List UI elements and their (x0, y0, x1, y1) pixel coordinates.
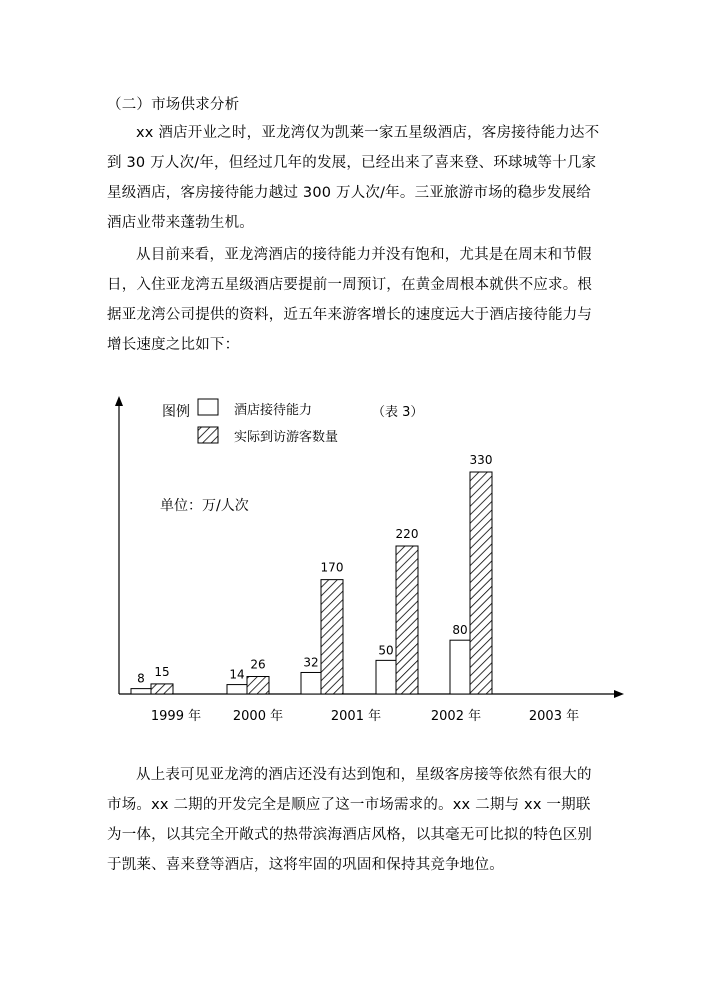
bar-visitors-3 (396, 546, 418, 694)
category-labels-group (151, 708, 579, 724)
paragraph-3-text: 从上表可见亚龙湾的酒店还没有达到饱和，星级客房接等依然有很大的市场。xx 二期的开发完全是顺应了这一市场需求的。xx 二期与 xx 一期联为一体，以其完全开敞式的热带滨海酒店风格，以其毫无可比拟的特色区别于凯莱、喜来登等酒店，这将牢固的巩固和保持其竞争地位。 (107, 767, 593, 873)
category-label-3: 2002 年 (430, 709, 482, 724)
category-label-1: 2000 年 (232, 709, 284, 724)
y-axis-arrow (115, 396, 123, 406)
category-label-0: 1999 年 (150, 709, 202, 724)
value-label-visitors-0: 15 (154, 664, 170, 679)
chart-title: （表 3） (372, 405, 424, 420)
category-label-4: 2003 年 (528, 709, 580, 724)
value-label-visitors-4: 330 (469, 453, 493, 467)
value-label-capacity-4: 80 (452, 623, 468, 638)
paragraph-2-text: 从目前来看，亚龙湾酒店的接待能力并没有饱和，尤其是在周末和节假日，入住亚龙湾五星级酒店要提前一周预订，在黄金周根本就供不应求。根据亚龙湾公司提供的资料，近五年来游客增长的速度远大于酒店接待能力与增长速度之比如下： (107, 247, 593, 353)
bar-capacity-2 (301, 672, 321, 694)
value-label-visitors-1: 26 (250, 657, 266, 672)
value-label-visitors-3: 220 (395, 527, 419, 541)
bar-capacity-4 (450, 640, 470, 694)
legend-swatch-hatched (198, 427, 218, 443)
bar-capacity-3 (376, 660, 396, 694)
bar-visitors-4 (470, 472, 492, 694)
value-labels-group (137, 453, 492, 686)
value-label-capacity-2: 32 (303, 655, 319, 670)
paragraph-3 (107, 760, 602, 880)
category-label-2: 2001 年 (330, 709, 382, 724)
paragraph-1-text: xx 酒店开业之时，亚龙湾仅为凯莱一家五星级酒店，客房接待能力达不到 30 万人次/年，但经过几年的发展，已经出来了喜来登、环球城等十几家星级酒店，客房接待能力越过 300 万人次/年。三亚旅游市场的稳步发展给酒店业带来蓬勃生机。 (107, 125, 600, 231)
legend-label-capacity: 酒店接待能力 (234, 403, 313, 418)
bar-visitors-2 (321, 580, 343, 694)
value-label-capacity-0: 8 (137, 671, 145, 686)
bar-capacity-0 (131, 689, 151, 694)
value-label-visitors-2: 170 (320, 560, 344, 575)
bar-visitors-0 (151, 684, 173, 694)
legend-label-visitors: 实际到访游客数量 (234, 430, 339, 445)
bar-visitors-1 (247, 677, 269, 694)
bar-capacity-1 (227, 685, 247, 694)
section-heading-text: （二）市场供求分析 (107, 97, 240, 113)
value-label-capacity-1: 14 (229, 667, 245, 682)
legend-title: 图例 (162, 404, 190, 420)
value-label-capacity-3: 50 (378, 643, 394, 658)
unit-label: 单位：万/人次 (160, 498, 249, 514)
x-axis-arrow (614, 690, 624, 698)
legend-swatch-hollow (198, 399, 218, 415)
